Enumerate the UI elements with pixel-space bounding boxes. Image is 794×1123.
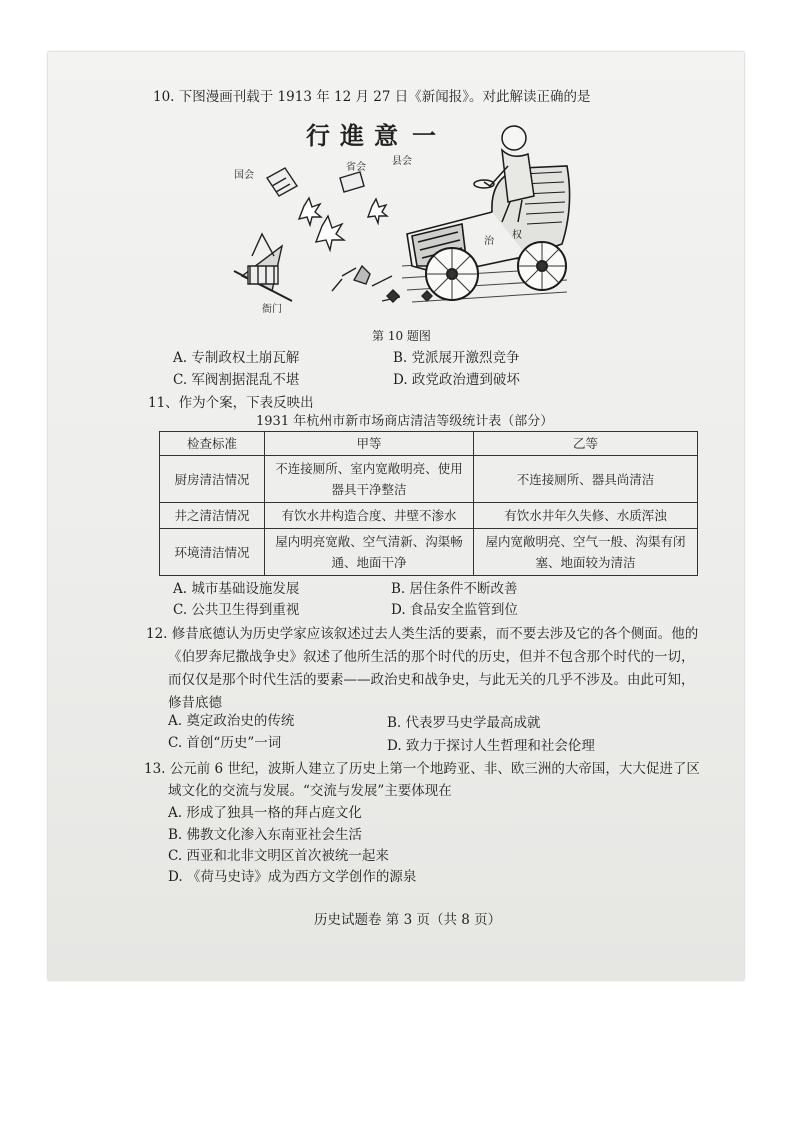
- cartoon-title-char: 意: [374, 121, 398, 150]
- cartoon-label: 权: [512, 230, 522, 241]
- q12-stem-line: 修昔底德: [168, 695, 222, 711]
- q11-option-b[interactable]: B. 居住条件不断改善: [391, 581, 518, 597]
- q11-option-a[interactable]: A. 城市基础设施发展: [173, 581, 300, 597]
- cartoon-label: 县会: [392, 156, 412, 167]
- table-cell: 屋内明亮宽敞、空气清新、沟渠畅通、地面干净: [265, 529, 474, 576]
- q11-stem: 11、作为个案，下表反映出: [148, 395, 314, 411]
- cartoon-label: 省会: [346, 162, 366, 173]
- q11-table: [159, 431, 698, 576]
- table-cell: 厨房清洁情况: [160, 456, 265, 503]
- q13-option-b[interactable]: B. 佛教文化渗入东南亚社会生活: [168, 827, 363, 843]
- q11-option-c[interactable]: C. 公共卫生得到重视: [173, 602, 300, 618]
- table-row: [160, 503, 698, 529]
- q10-option-d[interactable]: D. 政党政治遭到破坏: [393, 372, 520, 388]
- table-header-cell: 甲等: [265, 432, 474, 456]
- page-footer: 历史试题卷 第 3 页（共 8 页）: [314, 912, 502, 928]
- q12-option-c[interactable]: C. 首创“历史”一词: [168, 735, 282, 751]
- table-cell: 不连接厕所、室内宽敞明亮、使用器具干净整洁: [265, 456, 474, 503]
- q10-cartoon: [222, 116, 582, 322]
- q12-option-d[interactable]: D. 致力于探讨人生哲理和社会伦理: [387, 738, 595, 754]
- q10-option-b[interactable]: B. 党派展开激烈竞争: [393, 350, 520, 366]
- q10-caption: 第 10 题图: [372, 329, 431, 343]
- table-cell: 环境清洁情况: [160, 529, 265, 576]
- q13-option-c[interactable]: C. 西亚和北非文明区首次被统一起来: [168, 848, 389, 864]
- table-cell: 井之清洁情况: [160, 503, 265, 529]
- table-header-row: [160, 432, 698, 456]
- table-cell: 有饮水井年久失修、水质浑浊: [474, 503, 698, 529]
- q13-stem-line: 域文化的交流与发展。“交流与发展”主要体现在: [168, 783, 452, 799]
- q12-stem-line: 12. 修昔底德认为历史学家应该叙述过去人类生活的要素，而不要去涉及它的各个侧面。他的: [146, 626, 699, 642]
- table-header-cell: 乙等: [474, 432, 698, 456]
- cartoon-title-char: 進: [340, 121, 364, 150]
- q12-option-b[interactable]: B. 代表罗马史学最高成就: [387, 715, 541, 731]
- table-cell: 有饮水井构造合度、井壁不渗水: [265, 503, 474, 529]
- cartoon-title-char: 行: [306, 121, 330, 150]
- table-row: [160, 456, 698, 503]
- q10-stem: 10. 下图漫画刊载于 1913 年 12 月 27 日《新闻报》。对此解读正确的是: [153, 89, 591, 105]
- q12-stem-line: 《伯罗奔尼撒战争史》叙述了他所生活的那个时代的历史，但并不包含那个时代的一切，: [168, 649, 695, 665]
- table-cell: 不连接厕所、器具尚清洁: [474, 456, 698, 503]
- q10-option-a[interactable]: A. 专制政权土崩瓦解: [173, 350, 300, 366]
- table-cell: 屋内宽敞明亮、空气一般、沟渠有闭塞、地面较为清洁: [474, 529, 698, 576]
- cartoon-label: 国会: [234, 170, 254, 181]
- q13-stem-line: 13. 公元前 6 世纪，波斯人建立了历史上第一个地跨亚、非、欧三洲的大帝国，大大促进了区: [144, 761, 700, 777]
- cartoon-label: 治: [484, 236, 494, 247]
- table-header-cell: 检查标准: [160, 432, 265, 456]
- q11-table-title: 1931 年杭州市新市场商店清洁等级统计表（部分）: [256, 414, 554, 429]
- cartoon-title-char: 一: [412, 121, 436, 150]
- q13-option-d[interactable]: D. 《荷马史诗》成为西方文学创作的源泉: [168, 869, 417, 885]
- q11-option-d[interactable]: D. 食品安全监管到位: [391, 602, 518, 618]
- q10-option-c[interactable]: C. 军阀割据混乱不堪: [173, 372, 300, 388]
- table-row: [160, 529, 698, 576]
- q12-stem-line: 而仅仅是那个时代生活的要素——政治史和战争史，与此无关的几乎不涉及。由此可知，: [168, 672, 695, 688]
- q13-option-a[interactable]: A. 形成了独具一格的拜占庭文化: [168, 805, 362, 821]
- q12-option-a[interactable]: A. 奠定政治史的传统: [168, 713, 295, 729]
- cartoon-label: 衙门: [262, 304, 282, 315]
